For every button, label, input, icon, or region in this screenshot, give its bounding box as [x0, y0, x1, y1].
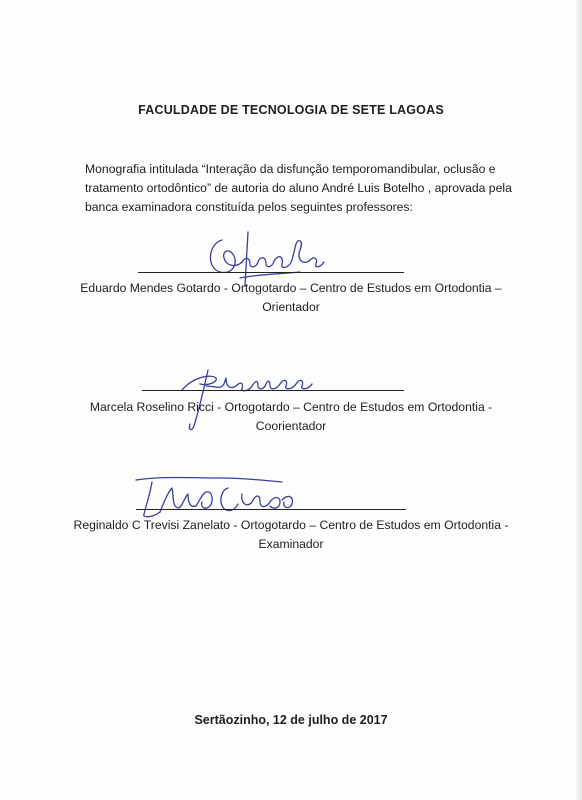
approval-statement	[85, 160, 512, 217]
member-affiliation: Marcela Roselino Ricci - Ortogotardo – Centro de Estudos em Ortodontia -	[89, 400, 493, 414]
statement-line: tratamento ortodôntico” de autoria do aluno André Luis Botelho , aprovada pela	[85, 181, 512, 195]
signature-advisor	[200, 228, 330, 286]
committee-member-examiner	[0, 516, 582, 554]
member-affiliation: Eduardo Mendes Gotardo - Ortogotardo – Centro de Estudos em Ortodontia –	[80, 281, 502, 295]
statement-line: Monografia intitulada “Interação da disfunção temporomandibular, oclusão e	[85, 162, 496, 176]
member-role: Orientador	[262, 300, 320, 314]
committee-member-advisor	[0, 279, 582, 317]
statement-line: banca examinadora constituída pelos seguintes professores:	[85, 200, 413, 214]
signature-line	[142, 390, 404, 391]
committee-member-coadvisor	[0, 398, 582, 436]
signature-line	[136, 509, 406, 510]
institution-title: FACULDADE DE TECNOLOGIA DE SETE LAGOAS	[138, 103, 444, 117]
place-and-date: Sertãozinho, 12 de julho de 2017	[194, 713, 388, 727]
signature-line	[138, 272, 404, 273]
member-role: Coorientador	[255, 419, 327, 433]
signature-examiner	[132, 472, 302, 522]
member-affiliation: Reginaldo C Trevisi Zanelato - Ortogotardo – Centro de Estudos em Ortodontia -	[73, 518, 509, 532]
member-role: Examinador	[258, 537, 324, 551]
